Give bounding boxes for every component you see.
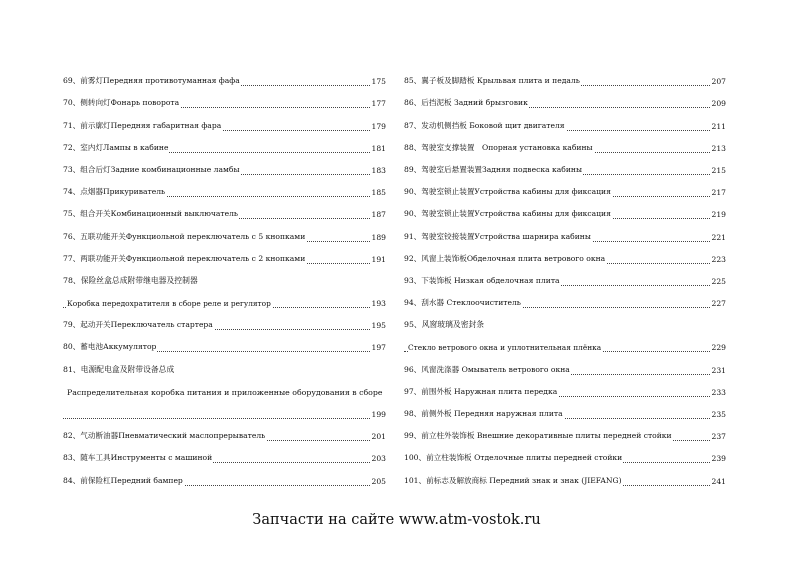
toc-entry — [404, 178, 726, 200]
toc-entry-page-number: 195 — [371, 321, 386, 331]
toc-entry-title: 71、前示廓灯Передняя габаритная фара — [63, 120, 222, 130]
toc-entry-page-number: 177 — [371, 99, 386, 109]
toc-entry-page-number: 205 — [371, 476, 386, 486]
toc-entry-page-number: 231 — [711, 365, 726, 375]
toc-entry — [63, 178, 386, 200]
toc-entry-page-number: 189 — [371, 232, 386, 242]
toc-entry-page-number: 233 — [711, 387, 726, 397]
toc-entry-title: 70、侧转向灯Фонарь поворота — [63, 98, 180, 108]
toc-entry-title: 100、前立柱装饰板 Отделочные плиты передней стойки — [404, 453, 623, 463]
toc-entry-page-number: 201 — [371, 432, 386, 442]
toc-entry-title: 80、蓄电池Аккумулятор — [63, 342, 157, 352]
toc-entry-title: 73、组合后灯Задние комбинационные ламбы — [63, 164, 240, 174]
toc-entry — [63, 400, 386, 422]
toc-entry — [63, 333, 386, 355]
toc-entry — [63, 222, 386, 244]
toc-entry-page-number: 227 — [711, 299, 726, 309]
toc-entry-title: 85、翼子板及脚踏板 Крыльвая плита и педаль — [404, 76, 580, 86]
toc-entry-page-number: 197 — [371, 343, 386, 353]
toc-entry — [404, 111, 726, 133]
toc-right-column — [404, 67, 726, 489]
toc-entry-title: 96、风窗洗涤器 Омыватель ветрового окна — [404, 364, 570, 374]
toc-entry-page-number: 235 — [711, 410, 726, 419]
toc-entry-title: 93、下装饰板 Низкая обделочная плита — [404, 275, 560, 285]
toc-entry-page-number: 213 — [711, 143, 726, 153]
toc-entry-title: 90、驾驶室锁止装置Устройства кабины для фиксация — [404, 209, 611, 219]
toc-entry-title: 83、随车工具Инструменты с машиной — [63, 453, 213, 463]
toc-entry — [404, 311, 726, 333]
toc-entry — [404, 466, 726, 488]
toc-left-column — [63, 67, 386, 489]
toc-entry-title: Распределительная коробка питания и приложенные оборудования в сборе — [67, 387, 383, 397]
toc-entry-title: 87、发动机侧挡板 Боковой щит двигателя — [404, 120, 565, 130]
footer-website-note: Запчасти на сайте www.atm-vostok.ru — [252, 512, 541, 528]
toc-entry-page-number: 207 — [711, 77, 726, 87]
toc-entry-page-number: 221 — [711, 232, 726, 242]
toc-entry — [404, 355, 726, 377]
toc-entry-title: 86、后挡泥板 Задний брызговик — [404, 98, 528, 108]
toc-entry-title: 77、两联功能开关Функциольной переключатель с 2 кнопками — [63, 253, 306, 263]
toc-entry-page-number: 237 — [711, 432, 726, 442]
toc-entry-page-number: 209 — [711, 99, 726, 109]
toc-entry — [63, 200, 386, 222]
toc-entry — [404, 156, 726, 178]
toc-entry-page-number: 181 — [371, 143, 386, 153]
toc-entry-page-number: 217 — [711, 188, 726, 198]
toc-entry-title: 75、组合开关Комбинационный выключатель — [63, 209, 239, 219]
toc-entry — [404, 267, 726, 289]
toc-entry-page-number: 241 — [711, 476, 726, 486]
toc-entry-title: Стекло ветрового окна и уплотнительная плёнка — [408, 343, 602, 353]
toc-entry-title: 78、保险丝盒总成附带继电器及控制器 — [63, 275, 198, 285]
toc-entry — [63, 89, 386, 111]
toc-entry-page-number: 203 — [371, 454, 386, 464]
toc-entry — [63, 378, 386, 400]
toc-entry-title: 90、驾驶室锁止装置Устройства кабины для фиксация — [404, 187, 611, 197]
toc-entry-title: 101、前标志及解放商标 Передний знак и знак (JIEFANG) — [404, 475, 622, 485]
toc-entry — [404, 289, 726, 311]
toc-entry-title: 76、五联功能开关Функциольной переключатель с 5 кнопками — [63, 231, 306, 241]
toc-entry — [63, 111, 386, 133]
toc-entry-page-number: 185 — [371, 188, 386, 198]
toc-entry — [63, 67, 386, 89]
toc-entry — [63, 267, 386, 289]
toc-entry — [404, 222, 726, 244]
toc-entry-title: 88、驾驶室支撑装置 Опорная установка кабины — [404, 142, 593, 152]
toc-entry-title: 92、风窗上装饰板Обделочная плита ветрового окна — [404, 253, 606, 263]
toc-entry-page-number: 183 — [371, 165, 386, 175]
toc-entry — [404, 333, 726, 355]
toc-entry-title: 81、电源配电盒及附带设备总成 — [63, 364, 175, 374]
toc-entry — [63, 245, 386, 267]
toc-entry — [404, 89, 726, 111]
toc-entry-title: 91、驾驶室铰接装置Устройства шарнира кабины — [404, 231, 591, 241]
toc-entry-page-number: 175 — [371, 77, 386, 87]
toc-entry-page-number: 179 — [371, 121, 386, 131]
toc-entry-page-number: 229 — [711, 343, 726, 353]
toc-entry-page-number: 193 — [371, 299, 386, 309]
toc-entry-title: 79、起动开关Переключатель стартера — [63, 320, 213, 330]
toc-entry-title: 74、点烟器Прикуриватель — [63, 187, 166, 197]
toc-entry-title: 82、气动断油器Пневматический маслопрерыватель — [63, 431, 266, 441]
toc-entry — [404, 134, 726, 156]
toc-entry-page-number: 191 — [371, 254, 386, 264]
toc-entry — [404, 444, 726, 466]
toc-entry-page-number: 225 — [711, 276, 726, 286]
toc-entry — [63, 311, 386, 333]
toc-entry — [63, 289, 386, 311]
toc-entry-page-number: 219 — [711, 210, 726, 220]
toc-entry — [404, 378, 726, 400]
toc-entry — [404, 200, 726, 222]
toc-entry — [404, 400, 726, 422]
toc-entry-title: 84、前保险杠Передний бампер — [63, 475, 183, 485]
dot-leader — [63, 418, 386, 419]
toc-entry-page-number: 187 — [371, 210, 386, 220]
toc-entry-title: 98、前侧外板 Передняя наружная плита — [404, 409, 563, 418]
toc-entry-title: 89、驾驶室后悬置装置Задняя подвеска кабины — [404, 164, 583, 174]
toc-entry-title: 95、风窗玻璃及密封条 — [404, 320, 485, 330]
toc-entry-title: 69、前雾灯Передняя противотуманная фафа — [63, 76, 240, 86]
toc-entry — [63, 156, 386, 178]
toc-entry-title: 94、刮水器 Стеклоочиститель — [404, 298, 521, 308]
toc-entry — [63, 444, 386, 466]
toc-entry — [404, 422, 726, 444]
toc-entry-page-number: 223 — [711, 254, 726, 264]
toc-entry-page-number: 211 — [711, 121, 726, 131]
toc-entry — [63, 355, 386, 377]
toc-entry — [63, 422, 386, 444]
toc-entry-page-number: 215 — [711, 165, 726, 175]
toc-entry-title: 99、前立柱外装饰板 Внешние декоративные плиты передней стойки — [404, 431, 672, 441]
toc-entry-page-number: 239 — [711, 454, 726, 464]
toc-entry — [63, 466, 386, 488]
toc-entry-title: 97、前围外板 Наружная плита передка — [404, 386, 558, 396]
toc-entry — [404, 67, 726, 89]
toc-entry-page-number: 199 — [371, 410, 386, 419]
toc-entry — [63, 134, 386, 156]
toc-entry-title: Коробка передохратителя в сборе реле и регулятор — [67, 299, 271, 309]
toc-entry-title: 72、室内灯Лампы в кабине — [63, 142, 169, 152]
toc-entry — [404, 245, 726, 267]
